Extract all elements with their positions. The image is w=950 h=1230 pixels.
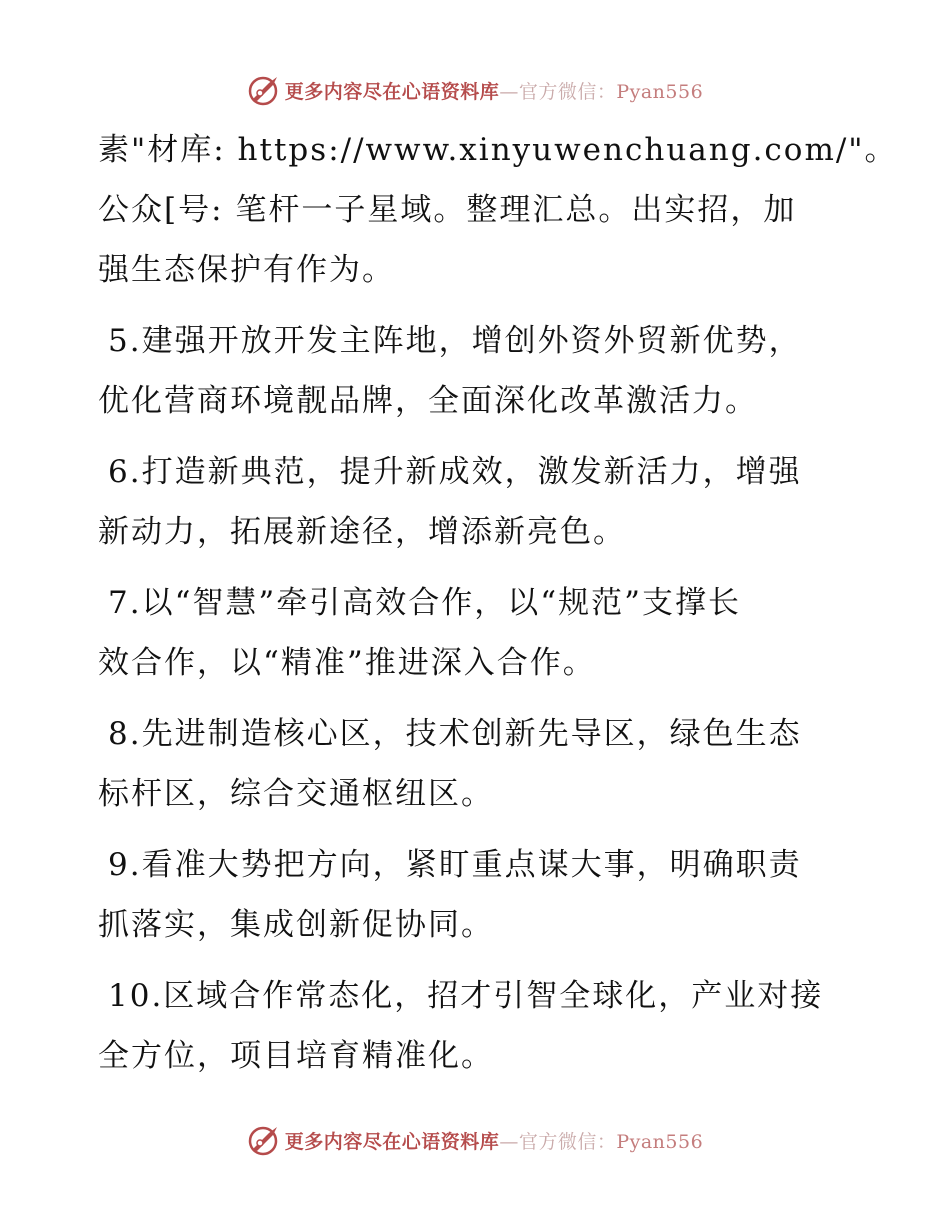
header-banner	[0, 70, 950, 110]
text-line: 效合作，以“精准”推进深入合作。	[98, 645, 596, 681]
banner-lead: 更多内容尽在心语资料库	[284, 1130, 500, 1153]
quill-logo-icon	[247, 1123, 281, 1157]
text-line: 5.建强开放开发主阵地，增创外资外贸新优势，	[108, 323, 802, 359]
text-line: 标杆区，综合交通枢纽区。	[98, 776, 494, 812]
paragraph-item-5	[98, 311, 858, 431]
document-body	[98, 120, 898, 1097]
banner-separator: —	[499, 80, 519, 103]
text-line: 7.以“智慧”牵引高效合作，以“规范”支撑长	[108, 585, 741, 621]
quill-logo-icon	[247, 73, 281, 107]
footer-banner	[0, 1120, 950, 1160]
text-line: 新动力，拓展新途径，增添新亮色。	[98, 514, 626, 550]
banner-separator: —	[499, 1130, 519, 1153]
banner-text	[285, 1127, 703, 1154]
banner-contact: Pyan556	[616, 1130, 704, 1153]
paragraph-item-7	[98, 573, 858, 693]
paragraph-item-10	[98, 966, 858, 1086]
text-line: 8.先进制造核心区，技术创新先导区，绿色生态	[108, 716, 802, 752]
banner-text	[285, 77, 703, 104]
banner-lead: 更多内容尽在心语资料库	[284, 80, 500, 103]
banner-official: 官方微信：	[518, 80, 617, 103]
text-line: 强生态保护有作为。	[98, 252, 395, 288]
paragraph-item-6	[98, 442, 858, 562]
text-line: 抓落实，集成创新促协同。	[98, 907, 494, 943]
paragraph-item-9	[98, 835, 858, 955]
paragraph-item-8	[98, 704, 858, 824]
text-line: 6.打造新典范，提升新成效，激发新活力，增强	[108, 454, 802, 490]
text-line: 10.区域合作常态化，招才引智全球化，产业对接	[108, 978, 824, 1014]
text-line: 公众[号: 笔杆一子星域。整理汇总。出实招，加	[98, 192, 797, 228]
text-line: 素"材库: https://www.xinyuwenchuang.com/"。	[98, 132, 898, 168]
text-line: 9.看准大势把方向，紧盯重点谋大事，明确职责	[108, 847, 802, 883]
text-line: 全方位，项目培育精准化。	[98, 1038, 494, 1074]
text-line: 优化营商环境靓品牌，全面深化改革激活力。	[98, 383, 758, 419]
banner-official: 官方微信：	[518, 1130, 617, 1153]
paragraph-intro	[98, 120, 898, 300]
banner-contact: Pyan556	[616, 80, 704, 103]
